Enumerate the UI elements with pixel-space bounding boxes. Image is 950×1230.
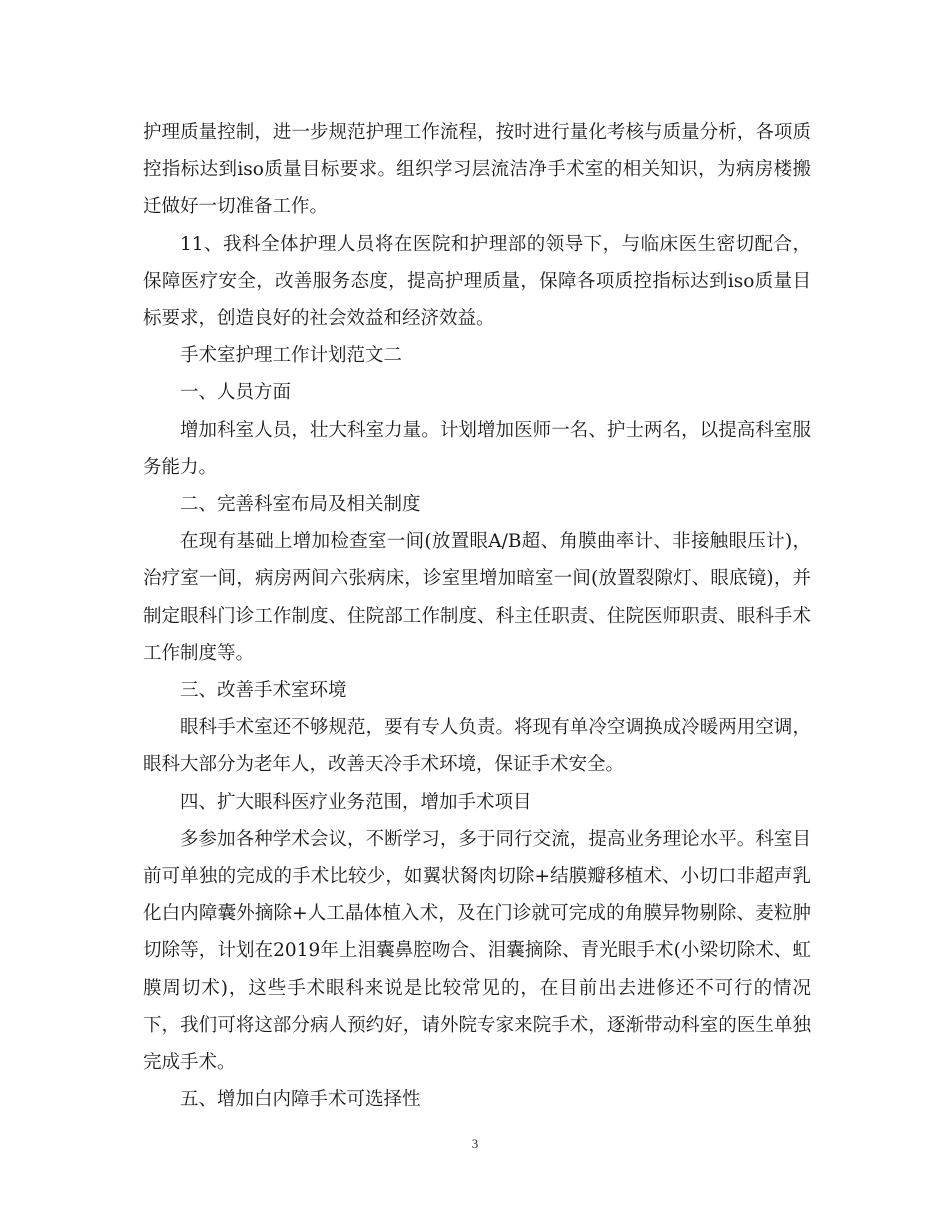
paragraph-staffing: 增加科室人员，壮大科室力量。计划增加医师一名、护士两名，以提高科室服务能力。 xyxy=(143,419,811,478)
section-title: 手术室护理工作计划范文二 xyxy=(180,345,403,367)
heading-cataract: 五、增加白内障手术可选择性 xyxy=(180,1089,421,1111)
heading-layout: 二、完善科室布局及相关制度 xyxy=(180,494,421,516)
page-number: 3 xyxy=(471,1136,479,1151)
paragraph-1: 护理质量控制，进一步规范护理工作流程，按时进行量化考核与质量分析，各项质控指标达到iso质量目标要求。组织学习层流洁净手术室的相关知识，为病房楼搬迁做好一切准备工作。 xyxy=(143,122,811,218)
heading-environment: 三、改善手术室环境 xyxy=(180,680,347,702)
paragraph-layout: 在现有基础上增加检查室一间(放置眼A/B超、角膜曲率计、非接触眼压计)，治疗室一间，病房两间六张病床，诊室里增加暗室一间(放置裂隙灯、眼底镜)，并制定眼科门诊工作制度、住院部工作制度、科主任职责、住院医师职责、眼科手术工作制度等。 xyxy=(143,531,811,664)
paragraph-scope: 多参加各种学术会议，不断学习，多于同行交流，提高业务理论水平。科室目前可单独的完成的手术比较少，如翼状胬肉切除+结膜瓣移植术、小切口非超声乳化白内障囊外摘除+人工晶体植入术，及在门诊就可完成的角膜异物剔除、麦粒肿切除等，计划在2019年上泪囊鼻腔吻合、泪囊摘除、青光眼手术(小梁切除术、虹膜周切术)，这些手术眼科来说是比较常见的，在目前出去进修还不可行的情况下，我们可将这部分病人预约好，请外院专家来院手术，逐渐带动科室的医生单独完成手术。 xyxy=(143,828,811,1074)
heading-scope: 四、扩大眼科医疗业务范围，增加手术项目 xyxy=(180,791,532,813)
heading-staffing: 一、人员方面 xyxy=(180,382,292,404)
document-body xyxy=(143,114,811,1118)
paragraph-environment: 眼科手术室还不够规范，要有专人负责。将现有单冷空调换成冷暖两用空调，眼科大部分为老年人，改善天冷手术环境，保证手术安全。 xyxy=(143,717,811,776)
paragraph-2: 11、我科全体护理人员将在医院和护理部的领导下，与临床医生密切配合，保障医疗安全，改善服务态度，提高护理质量，保障各项质控指标达到iso质量目标要求，创造良好的社会效益和经济效益。 xyxy=(143,233,811,330)
